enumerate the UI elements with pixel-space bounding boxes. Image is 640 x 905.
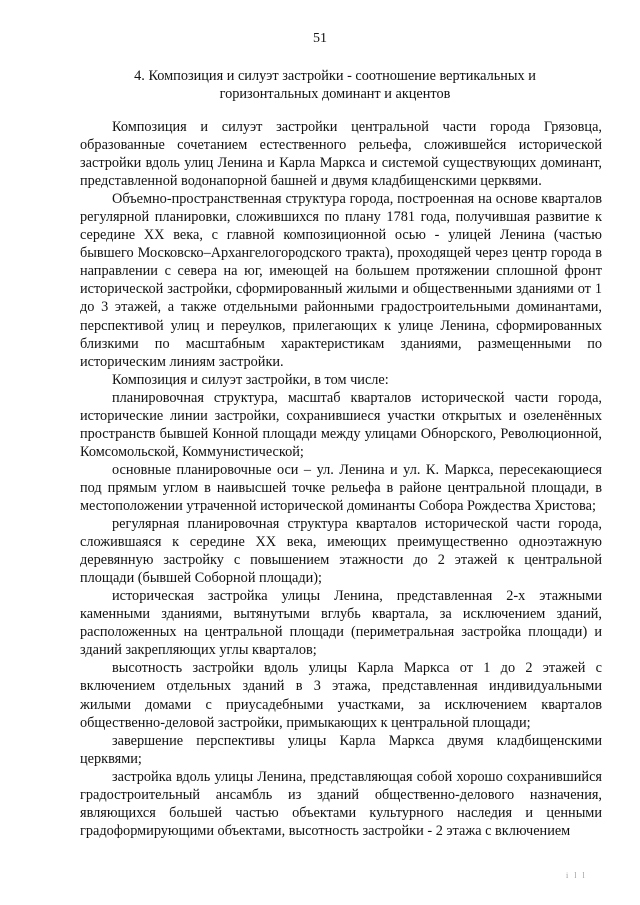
section-heading-line-2: горизонтальных доминант и акцентов — [219, 86, 451, 102]
paragraph: Композиция и силуэт застройки, в том числе: — [112, 371, 389, 388]
paragraph: историческая застройка улицы Ленина, представленная 2-х этажными каменными зданиями, вытянутыми вглубь квартала, за исключением зданий, расположенных на центральной площади (периметральная застройка площади) и зданий закрепляющих углы кварталов; — [80, 588, 602, 659]
paragraph: Композиция и силуэт застройки центральной части города Грязовца, образованные сочетанием естественного рельефа, сложившейся исторической застройки вдоль улиц Ленина и Карла Маркса и системой существующих доминант, представленной водонапорной башней и двумя кладбищенскими церквями. — [80, 119, 602, 190]
paragraph: Объемно-пространственная структура города, построенная на основе кварталов регулярной планировки, сложившихся по плану 1781 года, получившая развитие к середине XX века, с главной композиционной осью - улицей Ленина (частью бывшего Московско–Архангелогородского тракта), проходящей через центр города в направлении с севера на юг, имеющей на большем протяжении сплошной фронт исторической застройки, сформированный жилыми и общественными зданиями от 1 до 3 этажей, а также отдельными районными градостроительными доминантами, перспективой улиц и переулков, прилегающих к улице Ленина, сформированных близкими по масштабным характеристикам зданиями, размещенными по историческим линиям застройки. — [80, 191, 602, 370]
section-heading — [80, 67, 590, 103]
page-number: 51 — [313, 31, 327, 46]
paragraph: высотность застройки вдоль улицы Карла Маркса от 1 до 2 этажей с включением отдельных зданий в 3 этажа, представленная индивидуальными жилыми домами с приусадебными участками, за исключением кварталов общественно-деловой застройки, примыкающих к центральной площади; — [80, 660, 602, 731]
body-text — [80, 118, 602, 840]
footer-mark: i l l — [566, 871, 587, 880]
paragraph: завершение перспективы улицы Карла Маркса двумя кладбищенскими церквями; — [80, 732, 602, 767]
section-heading-line-1: 4. Композиция и силуэт застройки - соотношение вертикальных и — [134, 68, 536, 84]
paragraph: регулярная планировочная структура кварталов исторической части города, сложившаяся к середине XX века, имеющих преимущественно одноэтажную деревянную застройку с повышением этажности до 2 этажей к центральной площади (бывшей Соборной площади); — [80, 516, 602, 587]
paragraph: планировочная структура, масштаб кварталов исторической части города, исторические линии застройки, сохранившиеся участки открытых и озеленённых пространств бывшей Конной площади между улицами Обнорского, Революционной, Комсомольской, Коммунистической; — [80, 389, 602, 460]
paragraph: застройка вдоль улицы Ленина, представляющая собой хорошо сохранившийся градостроительный ансамбль из зданий общественно-делового назначения, являющихся большей частью объектами культурного наследия и ценными градоформирующими объектами, высотность застройки - 2 этажа с включением — [80, 768, 602, 839]
paragraph: основные планировочные оси – ул. Ленина и ул. К. Маркса, пересекающиеся под прямым углом в наивысшей точке рельефа в районе центральной площади, в местоположении утраченной исторической доминанты Собора Рождества Христова; — [80, 461, 602, 514]
